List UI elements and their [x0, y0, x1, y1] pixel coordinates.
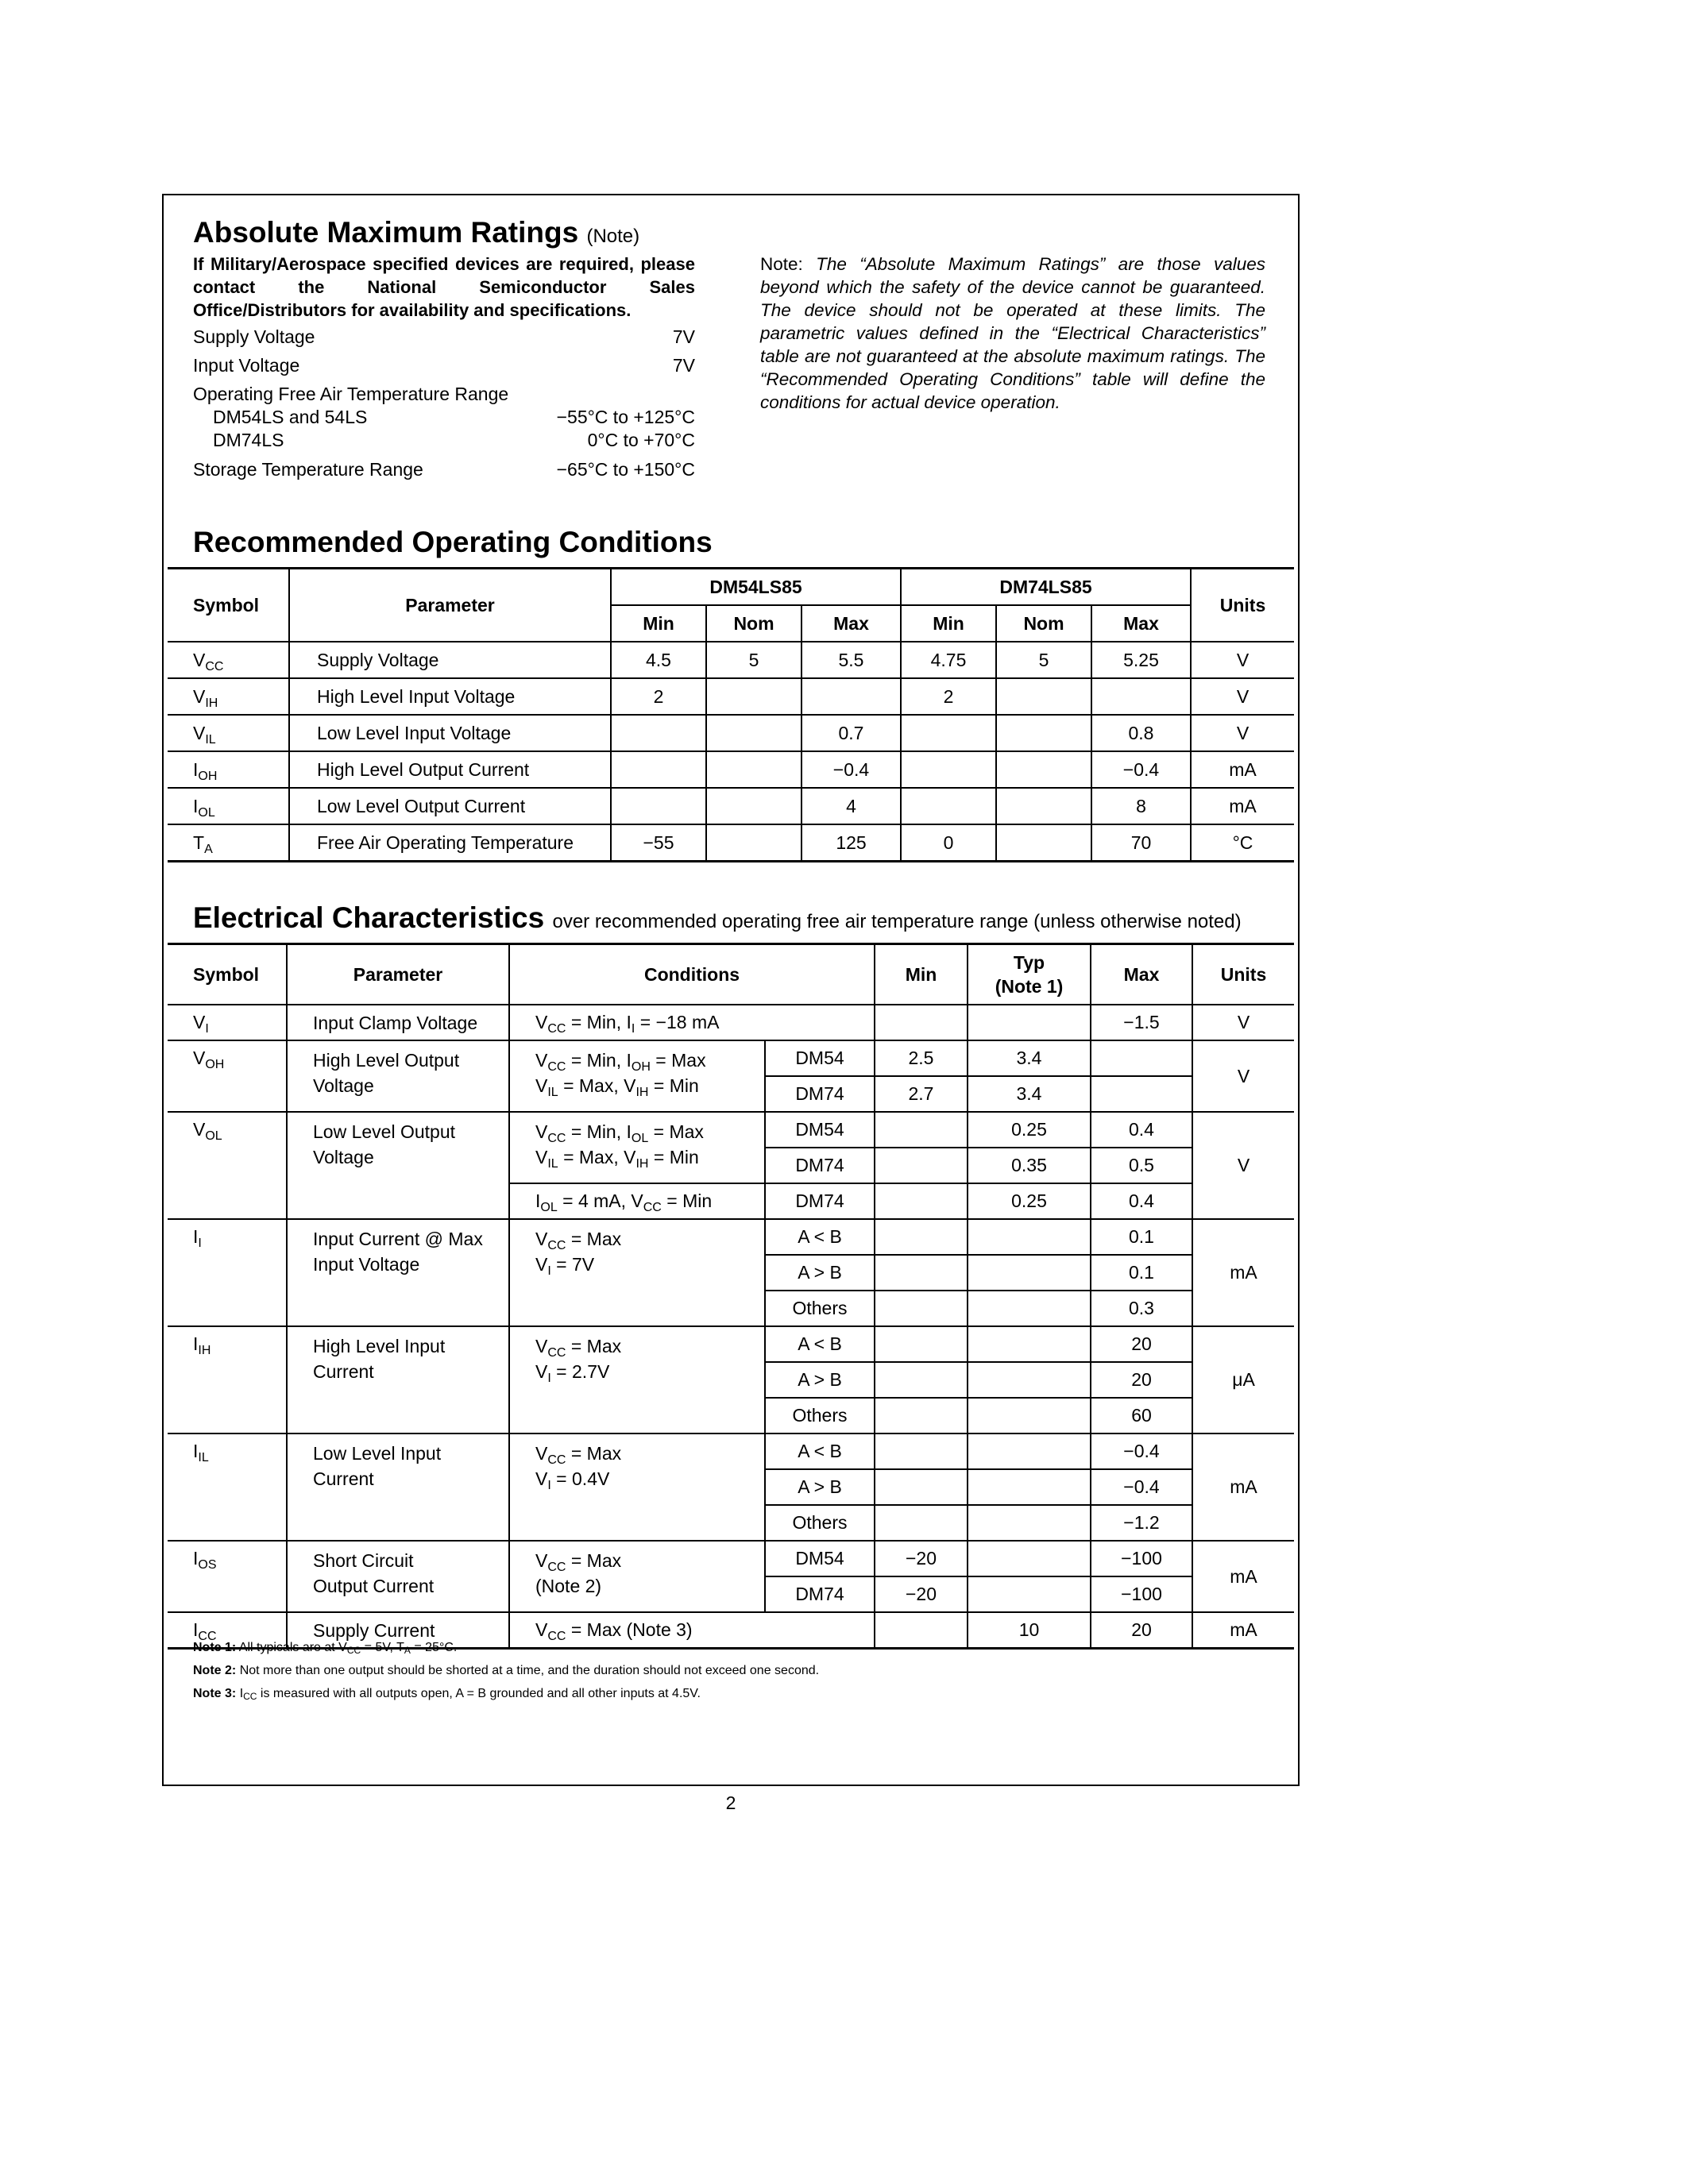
roc-cell: [706, 715, 802, 751]
roc-row: [168, 788, 1294, 824]
ec-h-max: Max: [1091, 944, 1192, 1005]
ec-device: DM54: [765, 1040, 875, 1076]
ec-units: mA: [1192, 1219, 1294, 1326]
ec-param: High Level Input Current: [287, 1326, 509, 1433]
ec-param: Low Level Input Current: [287, 1433, 509, 1541]
ec-cell: [875, 1005, 968, 1040]
ec-cell: [968, 1576, 1091, 1612]
ec-cond: $V_{CC}$ = Max $V_I = 7V$: [509, 1219, 765, 1326]
roc-cell: [996, 824, 1091, 862]
roc-cell: [901, 788, 996, 824]
roc-cell: −55: [611, 824, 706, 862]
storage-temp-label: Storage Temperature Range: [193, 459, 423, 480]
ec-cell: 3.4: [968, 1076, 1091, 1112]
roc-cell: [611, 715, 706, 751]
ec-subtitle: over recommended operating free air temperature range (unless otherwise noted): [552, 911, 1242, 932]
ec-cell: [875, 1148, 968, 1183]
roc-cell: 125: [802, 824, 901, 862]
roc-param: Supply Voltage: [289, 642, 611, 678]
ec-param: Input Clamp Voltage: [287, 1005, 509, 1040]
ec-table: [168, 943, 1294, 1650]
roc-cell: [901, 751, 996, 788]
ec-device: DM54: [765, 1541, 875, 1576]
roc-cell: [706, 788, 802, 824]
roc-cell: 2: [611, 678, 706, 715]
ec-condition: A > B: [765, 1255, 875, 1291]
ec-cond: $I_{OL} = 4$ mA, $V_{CC}$ = Min: [509, 1183, 765, 1219]
ec-h-typ: Typ (Note 1): [968, 944, 1091, 1005]
roc-param: Free Air Operating Temperature: [289, 824, 611, 862]
roc-title: Recommended Operating Conditions: [193, 526, 713, 558]
roc-param: High Level Input Voltage: [289, 678, 611, 715]
roc-units: °C: [1191, 824, 1294, 862]
ec-param: Short Circuit Output Current: [287, 1541, 509, 1612]
ec-cell: [875, 1469, 968, 1505]
roc-row: [168, 642, 1294, 678]
roc-symbol: $I_{OH}$: [168, 751, 289, 788]
table-row: [168, 1112, 1294, 1148]
ec-cell: 0.1: [1091, 1255, 1192, 1291]
roc-cell: [996, 788, 1091, 824]
ec-cell: [968, 1219, 1091, 1255]
ec-condition: A > B: [765, 1362, 875, 1398]
ec-cell: −20: [875, 1576, 968, 1612]
ec-cell: 3.4: [968, 1040, 1091, 1076]
roc-h-max-54: Max: [802, 605, 901, 642]
ec-cell: −100: [1091, 1541, 1192, 1576]
roc-cell: −0.4: [1091, 751, 1191, 788]
ec-h-units: Units: [1192, 944, 1294, 1005]
roc-h-max-74: Max: [1091, 605, 1191, 642]
roc-h-dm54: DM54LS85: [611, 569, 901, 606]
dm54-temp-value: −55°C to +125°C: [556, 407, 695, 427]
ec-param: Supply Current: [287, 1612, 509, 1649]
roc-h-nom-74: Nom: [996, 605, 1091, 642]
supply-voltage-value: 7V: [672, 326, 695, 347]
ec-symbol-vi: $V_I$: [168, 1005, 287, 1040]
table-row: [168, 1541, 1294, 1576]
dm74-temp-value: 0°C to +70°C: [587, 430, 695, 450]
ec-condition: Others: [765, 1291, 875, 1326]
roc-cell: [901, 715, 996, 751]
roc-units: V: [1191, 642, 1294, 678]
dm54-temp-label: DM54LS and 54LS: [213, 407, 368, 427]
note-1: Note 1: All typicals are at $V_{CC} = 5V$, $T_A = 25^\circ C$.: [193, 1641, 458, 1656]
table-row: [168, 1433, 1294, 1469]
ec-units: V: [1192, 1040, 1294, 1112]
ec-cell: [968, 1505, 1091, 1541]
ec-cell: [968, 1362, 1091, 1398]
roc-h-units: Units: [1191, 569, 1294, 642]
ec-cell: [875, 1219, 968, 1255]
ec-cell: [875, 1505, 968, 1541]
supply-voltage-label: Supply Voltage: [193, 326, 315, 347]
ec-title: Electrical Characteristics over recommended operating free air temperature range (unless otherwise noted): [193, 901, 1242, 934]
input-voltage-value: 7V: [672, 355, 695, 376]
ec-cond: $V_{CC}$ = Max $V_I = 2.7V$: [509, 1326, 765, 1433]
ec-cell: [875, 1433, 968, 1469]
ec-device: DM74: [765, 1148, 875, 1183]
ec-cell: [875, 1612, 968, 1649]
ec-cell: 2.5: [875, 1040, 968, 1076]
ec-cell: 0.35: [968, 1148, 1091, 1183]
ec-device: DM74: [765, 1076, 875, 1112]
roc-row: [168, 715, 1294, 751]
amr-note-prefix: Note:: [760, 254, 803, 274]
ec-symbol-vol: $V_{OL}$: [168, 1112, 287, 1219]
amr-title: Absolute Maximum Ratings (Note): [193, 216, 640, 249]
roc-cell: 5.25: [1091, 642, 1191, 678]
ec-units: μA: [1192, 1326, 1294, 1433]
roc-symbol: $V_{CC}$: [168, 642, 289, 678]
roc-cell: [706, 751, 802, 788]
ec-symbol-ios: $I_{OS}$: [168, 1541, 287, 1612]
ec-param: High Level Output Voltage: [287, 1040, 509, 1112]
ec-cell: [875, 1255, 968, 1291]
ec-cell: −100: [1091, 1576, 1192, 1612]
ec-cell: 0.3: [1091, 1291, 1192, 1326]
input-voltage-label: Input Voltage: [193, 355, 300, 376]
roc-param: High Level Output Current: [289, 751, 611, 788]
roc-param: Low Level Input Voltage: [289, 715, 611, 751]
ec-cell: [968, 1541, 1091, 1576]
roc-cell: [1091, 678, 1191, 715]
ec-cell: [968, 1433, 1091, 1469]
ec-cond: $V_{CC}$ = Max (Note 2): [509, 1541, 765, 1612]
roc-cell: 70: [1091, 824, 1191, 862]
roc-units: V: [1191, 715, 1294, 751]
roc-h-min-74: Min: [901, 605, 996, 642]
roc-cell: [706, 824, 802, 862]
ec-condition: Others: [765, 1505, 875, 1541]
ec-cell: [968, 1398, 1091, 1433]
roc-cell: [802, 678, 901, 715]
ec-cell: −20: [875, 1541, 968, 1576]
ec-cell: [875, 1112, 968, 1148]
ec-condition: A > B: [765, 1469, 875, 1505]
roc-table: [168, 567, 1294, 862]
roc-cell: 0: [901, 824, 996, 862]
table-row: [168, 1040, 1294, 1076]
dm74-temp-label: DM74LS: [213, 430, 284, 450]
ec-cond: $V_{CC}$ = Min, $I_{OH}$ = Max $V_{IL}$ = Max, $V_{IH}$ = Min: [509, 1040, 765, 1112]
ec-cell: [968, 1469, 1091, 1505]
roc-cell: [611, 788, 706, 824]
ec-cell: [1091, 1076, 1192, 1112]
roc-symbol: $T_A$: [168, 824, 289, 862]
note-3: Note 3: $I_{CC}$ is measured with all outputs open, A = B grounded and all other inputs at 4.5V.: [193, 1687, 701, 1702]
ec-symbol-ii: $I_I$: [168, 1219, 287, 1326]
table-row: [168, 1219, 1294, 1255]
roc-cell: 8: [1091, 788, 1191, 824]
roc-cell: 5: [996, 642, 1091, 678]
ec-device: DM74: [765, 1183, 875, 1219]
roc-row: [168, 751, 1294, 788]
roc-units: V: [1191, 678, 1294, 715]
ec-cell: −1.2: [1091, 1505, 1192, 1541]
ec-condition: A < B: [765, 1433, 875, 1469]
ec-cell: [968, 1326, 1091, 1362]
ec-cell: 0.4: [1091, 1183, 1192, 1219]
roc-cell: [996, 678, 1091, 715]
ec-units: mA: [1192, 1541, 1294, 1612]
ec-param: Input Current @ Max Input Voltage: [287, 1219, 509, 1326]
roc-units: mA: [1191, 788, 1294, 824]
roc-h-dm74: DM74LS85: [901, 569, 1191, 606]
ec-symbol-iil: $I_{IL}$: [168, 1433, 287, 1541]
ec-h-conditions: Conditions: [509, 944, 875, 1005]
roc-cell: −0.4: [802, 751, 901, 788]
ec-cell: [875, 1183, 968, 1219]
oper-temp-label: Operating Free Air Temperature Range: [193, 384, 509, 404]
roc-symbol: $V_{IH}$: [168, 678, 289, 715]
roc-cell: 5.5: [802, 642, 901, 678]
roc-param: Low Level Output Current: [289, 788, 611, 824]
ec-h-min: Min: [875, 944, 968, 1005]
ec-symbol-iih: $I_{IH}$: [168, 1326, 287, 1433]
ec-cell: 0.5: [1091, 1148, 1192, 1183]
ec-cell: 20: [1091, 1362, 1192, 1398]
ec-units: V: [1192, 1112, 1294, 1219]
roc-row: [168, 678, 1294, 715]
ec-cell: [968, 1255, 1091, 1291]
ec-cell: [968, 1291, 1091, 1326]
ec-cell: [875, 1362, 968, 1398]
ec-cell: 0.25: [968, 1183, 1091, 1219]
ec-device: DM74: [765, 1576, 875, 1612]
roc-cell: 2: [901, 678, 996, 715]
amr-note: Note: The “Absolute Maximum Ratings” are those values beyond which the safety of the device cannot be guaranteed. The device should not be operated at these limits. The parametric values defined in the “Electrical Characteristics” table are not guaranteed at the absolute maximum ratings. The “Recommended Operating Conditions” table will define the conditions for actual device operation.: [760, 254, 1265, 412]
storage-temp-value: −65°C to +150°C: [556, 459, 695, 480]
roc-cell: 0.8: [1091, 715, 1191, 751]
ec-cell: 60: [1091, 1398, 1192, 1433]
ec-units: mA: [1192, 1433, 1294, 1541]
ec-device: DM54: [765, 1112, 875, 1148]
ec-cell: [875, 1398, 968, 1433]
ec-condition: Others: [765, 1398, 875, 1433]
amr-intro: If Military/Aerospace specified devices are required, please contact the National Semiconductor Sales Office/Distributors for availability and specifications.: [193, 254, 695, 320]
ec-cell: −0.4: [1091, 1469, 1192, 1505]
ec-cell: [875, 1291, 968, 1326]
ec-units: mA: [1192, 1612, 1294, 1649]
ec-units: V: [1192, 1005, 1294, 1040]
roc-cell: 5: [706, 642, 802, 678]
roc-h-min-54: Min: [611, 605, 706, 642]
roc-h-symbol: Symbol: [168, 569, 289, 642]
roc-cell: 4: [802, 788, 901, 824]
roc-row: [168, 824, 1294, 862]
ec-cell: −0.4: [1091, 1433, 1192, 1469]
ec-symbol-voh: $V_{OH}$: [168, 1040, 287, 1112]
ec-cell: 0.1: [1091, 1219, 1192, 1255]
ec-param: Low Level Output Voltage: [287, 1112, 509, 1219]
roc-cell: [706, 678, 802, 715]
ec-cell: [1091, 1040, 1192, 1076]
ec-cell: 0.25: [968, 1112, 1091, 1148]
roc-cell: [996, 715, 1091, 751]
ec-cell: 20: [1091, 1612, 1192, 1649]
roc-cell: [996, 751, 1091, 788]
table-row: [168, 1005, 1294, 1040]
ec-cond: $V_{CC}$ = Min, $I_{OL}$ = Max $V_{IL}$ = Max, $V_{IH}$ = Min: [509, 1112, 765, 1183]
roc-cell: 4.75: [901, 642, 996, 678]
roc-symbol: $V_{IL}$: [168, 715, 289, 751]
ec-symbol-icc: $I_{CC}$: [168, 1612, 287, 1649]
ec-cond: $V_{CC}$ = Min, $I_I = -18$ mA: [509, 1005, 875, 1040]
page-number: 2: [725, 1792, 736, 1813]
ec-cell: [968, 1005, 1091, 1040]
ec-condition: A < B: [765, 1219, 875, 1255]
ec-cell: 2.7: [875, 1076, 968, 1112]
ec-h-parameter: Parameter: [287, 944, 509, 1005]
roc-cell: 0.7: [802, 715, 901, 751]
ec-cell: 20: [1091, 1326, 1192, 1362]
roc-cell: [611, 751, 706, 788]
amr-title-note: (Note): [586, 226, 640, 247]
roc-h-parameter: Parameter: [289, 569, 611, 642]
ec-cell: 0.4: [1091, 1112, 1192, 1148]
ec-cond: $V_{CC}$ = Max $V_I = 0.4V$: [509, 1433, 765, 1541]
ec-condition: A < B: [765, 1326, 875, 1362]
ec-cell: 10: [968, 1612, 1091, 1649]
ec-cell: −1.5: [1091, 1005, 1192, 1040]
ec-cond: $V_{CC}$ = Max (Note 3): [509, 1612, 875, 1649]
ec-h-symbol: Symbol: [168, 944, 287, 1005]
roc-h-nom-54: Nom: [706, 605, 802, 642]
roc-cell: 4.5: [611, 642, 706, 678]
roc-symbol: $I_{OL}$: [168, 788, 289, 824]
roc-units: mA: [1191, 751, 1294, 788]
note-2: Note 2: Not more than one output should be shorted at a time, and the duration should not exceed one second.: [193, 1664, 820, 1677]
table-row: [168, 1326, 1294, 1362]
ec-cell: [875, 1326, 968, 1362]
